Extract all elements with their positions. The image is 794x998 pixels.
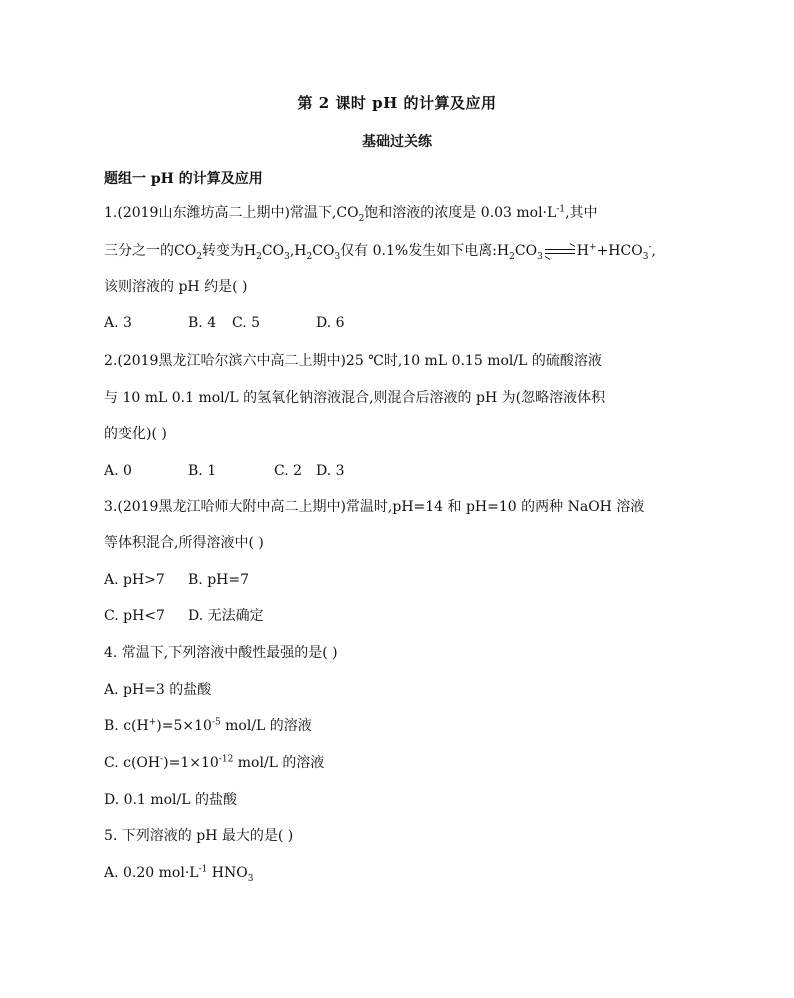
q4-option-d: D. 0.1 mol/L 的盐酸 — [104, 792, 237, 808]
q3-option-b: B. pH=7 — [188, 572, 249, 588]
q1-option-c: C. 5 — [232, 315, 261, 331]
q2-option-b: B. 1 — [188, 463, 217, 479]
q4-option-a: A. pH=3 的盐酸 — [104, 682, 212, 698]
q2-line-2: 与 10 mL 0.1 mol/L 的氢氧化钠溶液混合,则混合后溶液的 pH 为(忽略溶液体积 — [104, 390, 606, 406]
q2-option-a: A. 0 — [104, 463, 132, 479]
q4-option-c: C. $c(OH^-)=1\times 10^{-12}$ mol/L 的溶液 — [104, 754, 325, 771]
q1-line-1: 1.(2019山东潍坊高二上期中)常温下$,CO_2$饱和溶液的浓度是 0.03 $mol\cdot L^{-1}$,其中 — [104, 204, 598, 224]
q3-line-1: 3.(2019黑龙江哈师大附中高二上期中)常温时,pH=14 和 pH=10 的两种 NaOH 溶液 — [104, 499, 645, 515]
q2-options — [104, 461, 345, 481]
q1-line-3: 该则溶液的 pH 约是( ) — [104, 279, 248, 295]
q2-option-c: C. 2 — [274, 463, 303, 479]
section-subtitle: 基础过关练 — [362, 134, 432, 150]
equilibrium-arrow-icon — [545, 247, 575, 255]
q2-line-1: 2.(2019黑龙江哈尔滨六中高二上期中)25 ℃时,10 mL 0.15 mol/L 的硫酸溶液 — [104, 353, 602, 369]
q4-stem: 4. 常温下,下列溶液中酸性最强的是( ) — [104, 645, 338, 661]
q3-line-2: 等体积混合,所得溶液中( ) — [104, 535, 264, 551]
q1-option-d: D. 6 — [316, 315, 345, 331]
q4-option-b: B. $c(H^+)=5\times 10^{-5}$ mol/L 的溶液 — [104, 717, 312, 734]
q3-option-a: A. pH>7 — [104, 572, 165, 588]
q1-option-b: B. 4 — [188, 315, 217, 331]
q3-option-d: D. 无法确定 — [188, 608, 264, 624]
q1-option-a: A. 3 — [104, 315, 132, 331]
q5-stem: 5. 下列溶液的 pH 最大的是( ) — [104, 828, 294, 844]
group-heading: 题组一 pH 的计算及应用 — [104, 171, 263, 187]
q5-option-a: A. 0.20 $mol\cdot L^{-1}$ $HNO_3$ — [104, 864, 254, 884]
q2-line-3: 的变化)( ) — [104, 426, 167, 442]
lesson-title: 第 2 课时 pH 的计算及应用 — [297, 94, 497, 112]
q1-options — [104, 313, 345, 333]
q3-option-c: C. pH<7 — [104, 608, 165, 624]
q1-line-2: 三分之一的$CO_2$转变为$H_2CO_3,H_2CO_3$仅有 0.1%发生如下电离$:H_2CO_3$ $H^++HCO_3^-$, — [104, 242, 656, 262]
q3-options-row-1 — [104, 570, 249, 590]
q2-option-d: D. 3 — [316, 463, 345, 479]
q3-options-row-2 — [104, 606, 264, 626]
